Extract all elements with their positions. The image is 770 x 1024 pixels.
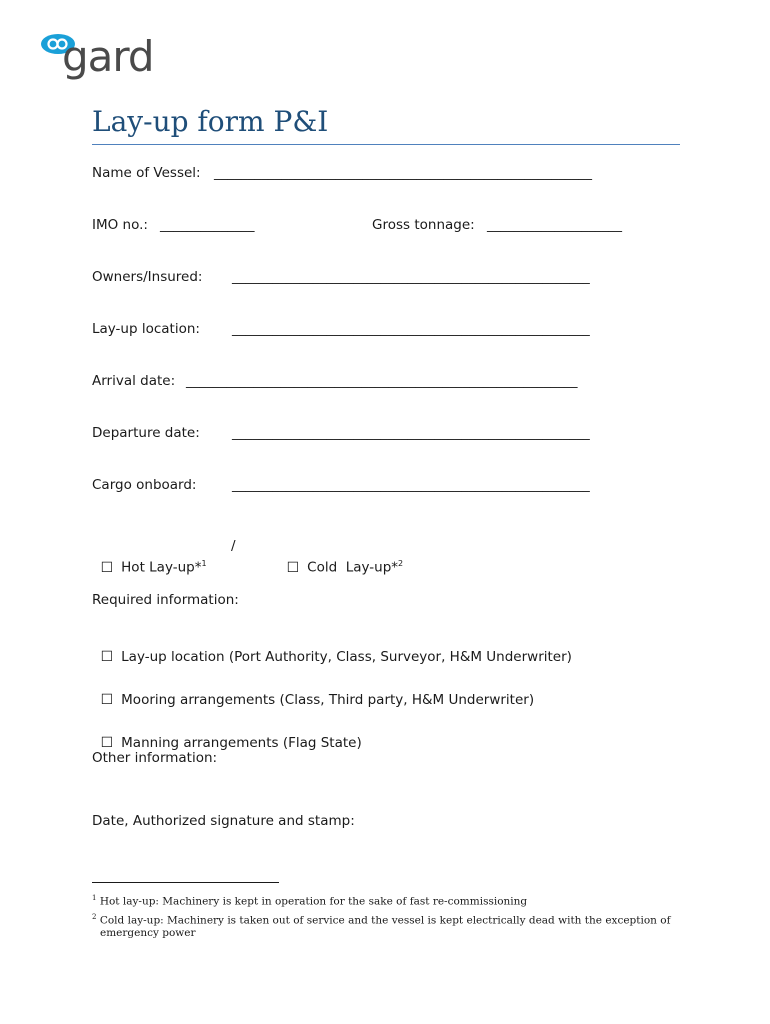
cold-layup-option[interactable] [278,537,403,577]
footnote-divider [92,882,279,883]
hot-layup-label: Hot Lay-up* [121,559,202,576]
footnote-2-ref: 2 [92,913,97,921]
footnote-2-continuation: emergency power [100,927,196,939]
arrival-date-label: Arrival date: [92,373,176,389]
required-item[interactable] [92,716,362,752]
footnote-ref-1: 1 [201,559,207,568]
cargo-label: Cargo onboard: [92,477,197,493]
required-item-label: Manning arrangements (Flag State) [121,735,362,751]
imo-field[interactable]: ______________ [160,217,255,233]
footnote-1 [92,890,527,910]
layup-location-field[interactable]: _____________________________________________________ [232,321,590,337]
signature-label: Date, Authorized signature and stamp: [92,813,355,829]
vessel-name-field[interactable]: ________________________________________________________ [214,165,592,181]
required-item-label: Mooring arrangements (Class, Third party, H&M Underwriter) [121,692,535,708]
gard-logo [40,30,160,86]
hot-layup-option[interactable] [92,537,207,577]
required-item[interactable] [92,673,534,709]
required-item-label: Lay-up location (Port Authority, Class, Surveyor, H&M Underwriter) [121,649,572,665]
checkbox-icon[interactable]: ☐ [286,559,300,576]
departure-date-label: Departure date: [92,425,200,441]
required-item[interactable] [92,630,572,666]
checkbox-icon[interactable]: ☐ [100,692,114,708]
checkbox-icon[interactable]: ☐ [100,735,114,751]
owners-field[interactable]: _____________________________________________________ [232,269,590,285]
imo-label: IMO no.: [92,217,148,233]
page-title: Lay-up form P&I [92,105,329,138]
cold-layup-label: Cold Lay-up* [307,559,399,576]
cargo-field[interactable]: _____________________________________________________ [232,477,590,493]
vessel-name-label: Name of Vessel: [92,165,201,181]
logo-wordmark: gard [62,32,154,81]
layup-separator: / [231,538,236,554]
departure-date-field[interactable]: _____________________________________________________ [232,425,590,441]
layup-location-label: Lay-up location: [92,321,200,337]
footnote-2-text: Cold lay-up: Machinery is taken out of service and the vessel is kept electrically dead with the exception of [99,914,671,927]
gross-tonnage-field[interactable]: ____________________ [487,217,622,233]
required-info-heading: Required information: [92,592,239,608]
title-divider [92,144,680,145]
arrival-date-field[interactable]: __________________________________________________________ [186,373,578,389]
footnote-1-ref: 1 [92,894,97,902]
gross-tonnage-label: Gross tonnage: [372,217,475,233]
checkbox-icon[interactable]: ☐ [100,649,114,665]
other-info-label: Other information: [92,750,218,766]
checkbox-icon[interactable]: ☐ [100,559,114,576]
owners-label: Owners/Insured: [92,269,203,285]
footnote-1-text: Hot lay-up: Machinery is kept in operation for the sake of fast re-commissioning [99,895,528,908]
footnote-ref-2: 2 [398,559,404,568]
